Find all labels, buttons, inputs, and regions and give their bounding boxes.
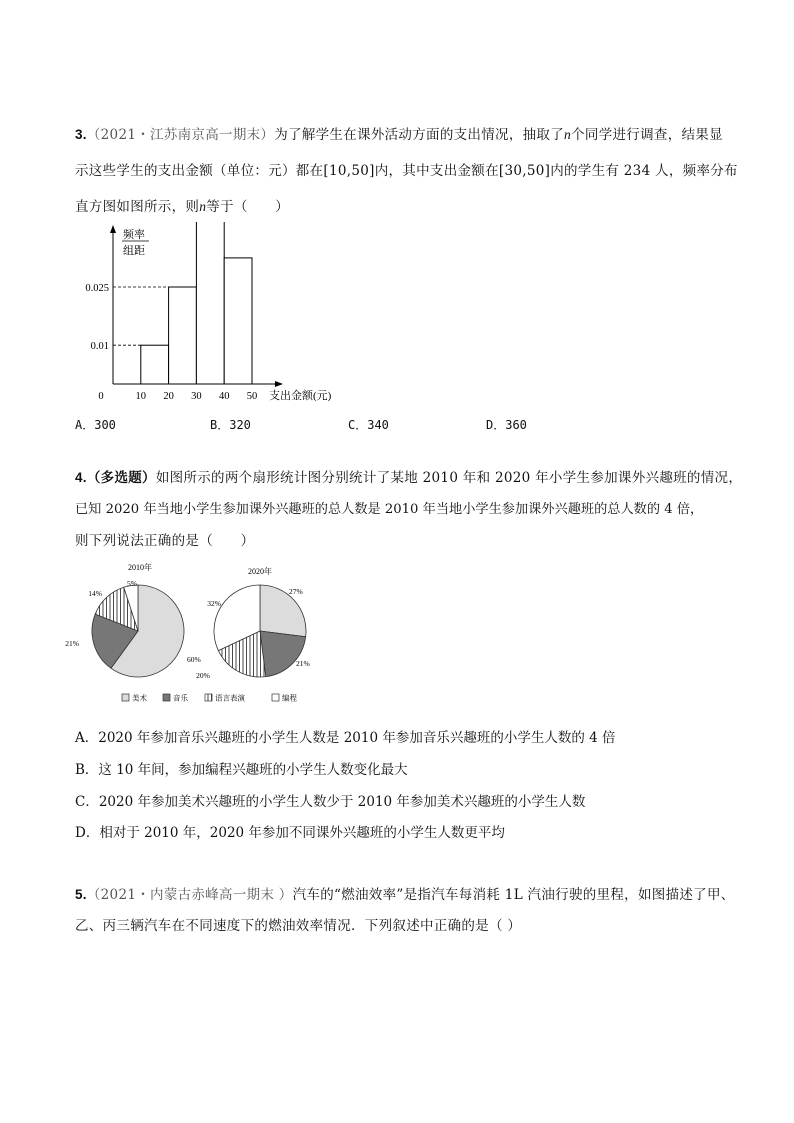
y-axis-arrow [110, 225, 116, 233]
q3-text-3b: 等于（ ） [206, 199, 290, 215]
q4-option-b[interactable]: B．这 10 年间，参加编程兴趣班的小学生人数变化最大 [75, 762, 408, 778]
histogram-bar [169, 287, 197, 384]
pie-slice [260, 631, 306, 677]
q3-source: （2021・江苏南京高一期末） [86, 127, 275, 143]
x-axis-arrow [275, 381, 283, 387]
q3-interval-1: [10,50] [323, 163, 375, 179]
q5-line-2: 乙、丙三辆汽车在不同速度下的燃油效率情况．下列叙述中正确的是（ ） [75, 918, 522, 934]
pie-data-label: 32% [207, 599, 221, 608]
x-tick-label: 40 [218, 391, 230, 402]
q4-option-d[interactable]: D．相对于 2010 年，2020 年参加不同课外兴趣班的小学生人数更平均 [75, 825, 505, 841]
pie-data-label: 5% [127, 579, 137, 588]
q4-number: 4. [75, 470, 87, 485]
q3-option-c[interactable]: C．340 [348, 418, 389, 432]
x-tick-label: 0 [98, 391, 104, 402]
legend-swatch [122, 694, 129, 701]
q5-line-1 [75, 883, 735, 903]
q4-line-1 [75, 466, 742, 486]
pie-data-label: 21% [296, 659, 310, 668]
legend-swatch [205, 694, 212, 701]
legend-swatch [272, 694, 279, 701]
q4-option-a[interactable]: A．2020 年参加音乐兴趣班的小学生人数是 2010 年参加音乐兴趣班的小学生人数的 4 倍 [75, 730, 616, 746]
q3-line-2 [75, 159, 738, 179]
q3-var-n-2: n [199, 199, 207, 214]
q4-option-c[interactable]: C．2020 年参加美术兴趣班的小学生人数少于 2010 年参加美术兴趣班的小学生人数 [75, 794, 586, 810]
q3-option-b[interactable]: B．320 [210, 418, 251, 432]
x-axis-label: 支出金额(元) [269, 390, 332, 402]
y-tick-label: 0.01 [90, 341, 109, 353]
pie-title: 2010年 [128, 563, 152, 572]
q4-text-1: 如图所示的两个扇形统计图分别统计了某地 2010 年和 2020 年小学生参加课外兴趣班的情况， [155, 470, 743, 486]
legend-label: 美术 [132, 693, 147, 703]
q3-number: 3. [75, 127, 87, 142]
q3-option-a[interactable]: A．300 [75, 418, 116, 432]
q5-number: 5. [75, 887, 87, 902]
q4-tag: （多选题） [86, 470, 156, 486]
pie-title: 2020年 [248, 567, 272, 576]
y-label-bottom: 组距 [123, 245, 145, 257]
y-label-top: 频率 [123, 229, 145, 241]
legend-swatch [163, 694, 170, 701]
histogram-chart [75, 222, 375, 402]
pie-data-label: 27% [289, 587, 303, 596]
q3-text-1b: 个同学进行调查，结果显 [571, 127, 723, 143]
x-tick-label: 10 [135, 391, 147, 402]
legend-label: 语言表演 [215, 693, 245, 703]
q3-var-n: n [564, 127, 572, 142]
q3-text-2b: 内，其中支出金额在 [374, 163, 499, 179]
pie-data-label: 14% [88, 589, 102, 598]
q3-text-3a: 直方图如图所示，则 [75, 199, 200, 215]
q3-text-1a: 为了解学生在课外活动方面的支出情况，抽取了 [274, 127, 565, 143]
q4-line-3: 则下列说法正确的是（ ） [75, 533, 255, 549]
q3-text-2c: 内的学生有 234 人，频率分布 [550, 163, 738, 179]
pie-data-label: 21% [65, 639, 79, 648]
legend-label: 编程 [282, 693, 297, 703]
q5-source: （2021・内蒙古赤峰高一期末 ） [86, 887, 293, 903]
histogram-bar [224, 258, 252, 384]
q5-text-1: 汽车的“燃油效率”是指汽车每消耗 1L 汽油行驶的里程，如图描述了甲、 [292, 887, 735, 903]
y-tick-label: 0.025 [85, 283, 109, 294]
x-tick-label: 20 [163, 391, 174, 402]
pie-data-label: 60% [187, 655, 201, 664]
q3-text-2a: 示这些学生的支出金额（单位：元）都在 [75, 163, 324, 179]
q3-interval-2: [30,50] [498, 163, 551, 179]
q3-line-3 [75, 195, 289, 215]
pie-charts [60, 556, 350, 716]
x-tick-label: 50 [246, 391, 258, 402]
histogram-bar [196, 222, 224, 384]
legend-label: 音乐 [173, 693, 188, 703]
pie-data-label: 20% [196, 671, 210, 680]
histogram-bar [141, 345, 169, 384]
q3-option-d[interactable]: D．360 [486, 418, 527, 432]
q3-line-1 [75, 123, 723, 143]
x-tick-label: 30 [191, 391, 202, 402]
q4-line-2: 已知 2020 年当地小学生参加课外兴趣班的总人数是 2010 年当地小学生参加课外兴趣班的总人数的 4 倍， [75, 502, 704, 517]
